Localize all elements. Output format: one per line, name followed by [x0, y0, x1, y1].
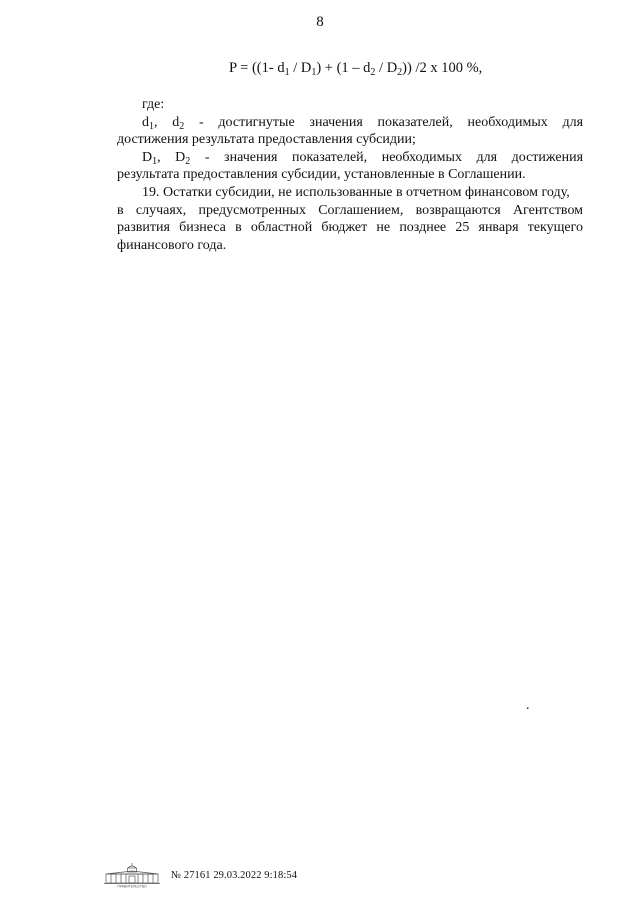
clause-19-line-2: в случаях, предусмотренных Соглашением, возвращаются Агентством	[117, 202, 584, 218]
page-number: 8	[316, 14, 324, 30]
seal-caption: ПРАВИТЕЛЬСТВО	[117, 884, 147, 888]
document-body	[117, 96, 583, 254]
clause-19-line-1: 19. Остатки субсидии, не использованные в отчетном финансовом году,	[142, 184, 570, 200]
symbol-d1: $d_1$	[142, 114, 154, 132]
clause-19	[117, 184, 583, 254]
definition-d-line-2: достижения результата предоставления субсидии;	[117, 132, 416, 148]
clause-19-line-3: развития бизнеса в областной бюджет не позднее 25 января текущего	[117, 220, 584, 236]
definition-D	[117, 149, 583, 184]
definition-D-line-2: результата предоставления субсидии, установленные в Соглашении.	[117, 167, 526, 183]
clause-19-line-4: финансового года.	[117, 237, 227, 253]
definition-d	[117, 114, 583, 149]
registration-footer	[103, 862, 297, 888]
definition-D-line-1: $D_1$, $D_2$ - значения показателей, необходимых для достижения	[142, 149, 584, 167]
stray-mark: .	[526, 698, 530, 713]
where-label: где:	[142, 97, 165, 112]
definition-d-line-1: $d_1$, $d_2$ - достигнутые значения показателей, необходимых для	[142, 114, 584, 132]
symbol-d2: $d_2$	[172, 114, 185, 132]
formula: P = ((1- $d_1 / D_1) + (1 - d_2 / D_2)$) /2 х 100 %,	[229, 60, 483, 78]
registration-stamp: № 27161 29.03.2022 9:18:54	[171, 869, 298, 881]
symbol-D1: $D_1$	[142, 149, 158, 167]
government-building-seal-icon	[103, 862, 161, 888]
symbol-D2: $D_2$	[175, 149, 191, 167]
